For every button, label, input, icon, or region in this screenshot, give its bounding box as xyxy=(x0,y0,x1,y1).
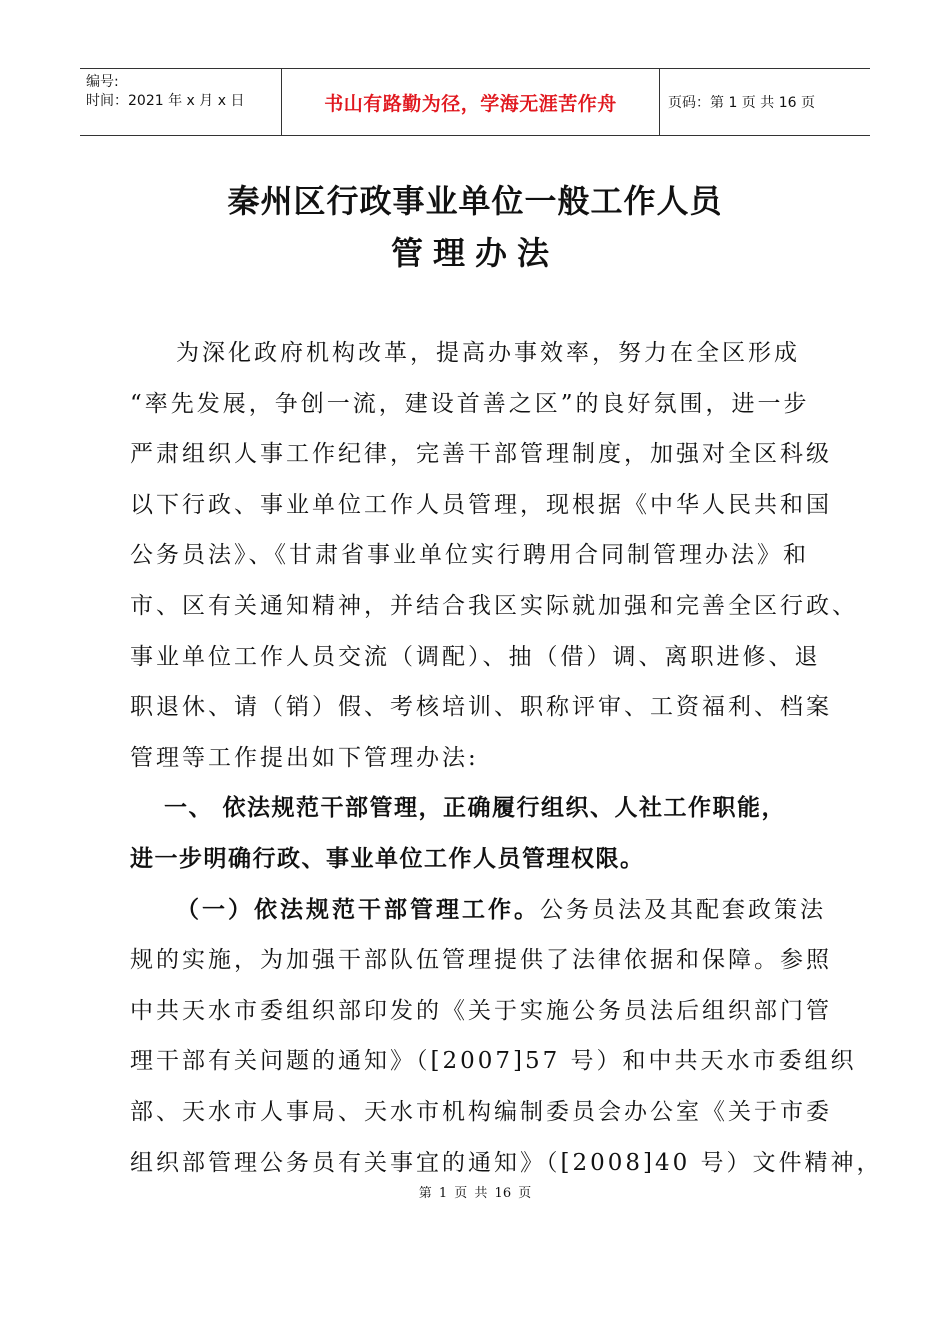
section-heading-line1: 一、 依法规范干部管理，正确履行组织、人社工作职能， xyxy=(164,795,787,822)
document-time-label: 时间：2021 年 x 月 x 日 xyxy=(86,93,245,109)
header-page-info: 页码：第 1 页 共 16 页 xyxy=(668,95,815,111)
paragraph-line: “率先发展，争创一流，建设首善之区”的良好氛围，进一步 xyxy=(130,390,810,417)
paragraph-line: 事业单位工作人员交流（调配）、抽（借）调、离职进修、退 xyxy=(130,643,821,670)
paragraph-line: 管理等工作提出如下管理办法: xyxy=(130,744,479,771)
subsection-text: 公务员法及其配套政策法 xyxy=(540,896,826,923)
document-title-line1: 秦州区行政事业单位一般工作人员 xyxy=(227,182,723,220)
paragraph-line: 部、天水市人事局、天水市机构编制委员会办公室《关于市委 xyxy=(130,1098,832,1125)
paragraph-line: 中共天水市委组织部印发的《关于实施公务员法后组织部门管 xyxy=(130,997,832,1024)
paragraph-line: 市、区有关通知精神，并结合我区实际就加强和完善全区行政、 xyxy=(130,592,858,619)
header-table xyxy=(80,68,870,136)
page-footer: 第 1 页 共 16 页 xyxy=(418,1186,532,1201)
header-motto: 书山有路勤为径，学海无涯苦作舟 xyxy=(282,69,660,135)
paragraph-line: 组织部管理公务员有关事宜的通知》（[2008]40 号）文件精神， xyxy=(130,1149,883,1176)
section-heading-line2: 进一步明确行政、事业单位工作人员管理权限。 xyxy=(130,845,645,872)
paragraph-line: 职退休、请（销）假、考核培训、职称评审、工资福利、档案 xyxy=(130,694,832,721)
paragraph-line: 严肃组织人事工作纪律，完善干部管理制度，加强对全区科级 xyxy=(130,441,832,468)
subsection-first-line xyxy=(130,885,830,936)
header-meta-cell xyxy=(80,69,282,135)
document-body xyxy=(130,328,883,1188)
paragraph-line: 以下行政、事业单位工作人员管理，现根据《中华人民共和国 xyxy=(130,491,832,518)
paragraph-line: 规的实施，为加强干部队伍管理提供了法律依据和保障。参照 xyxy=(130,947,832,974)
document-number-label: 编号: xyxy=(86,74,119,90)
paragraph-line: 为深化政府机构改革，提高办事效率，努力在全区形成 xyxy=(176,340,800,366)
paragraph-line: 公务员法》、《甘肃省事业单位实行聘用合同制管理办法》和 xyxy=(130,542,809,569)
document-title-line2: 管理办法 xyxy=(390,234,559,272)
subsection-heading: （一）依法规范干部管理工作。 xyxy=(176,895,540,923)
paragraph-line: 理干部有关问题的通知》（[2007]57 号）和中共天水市委组织 xyxy=(130,1048,857,1075)
